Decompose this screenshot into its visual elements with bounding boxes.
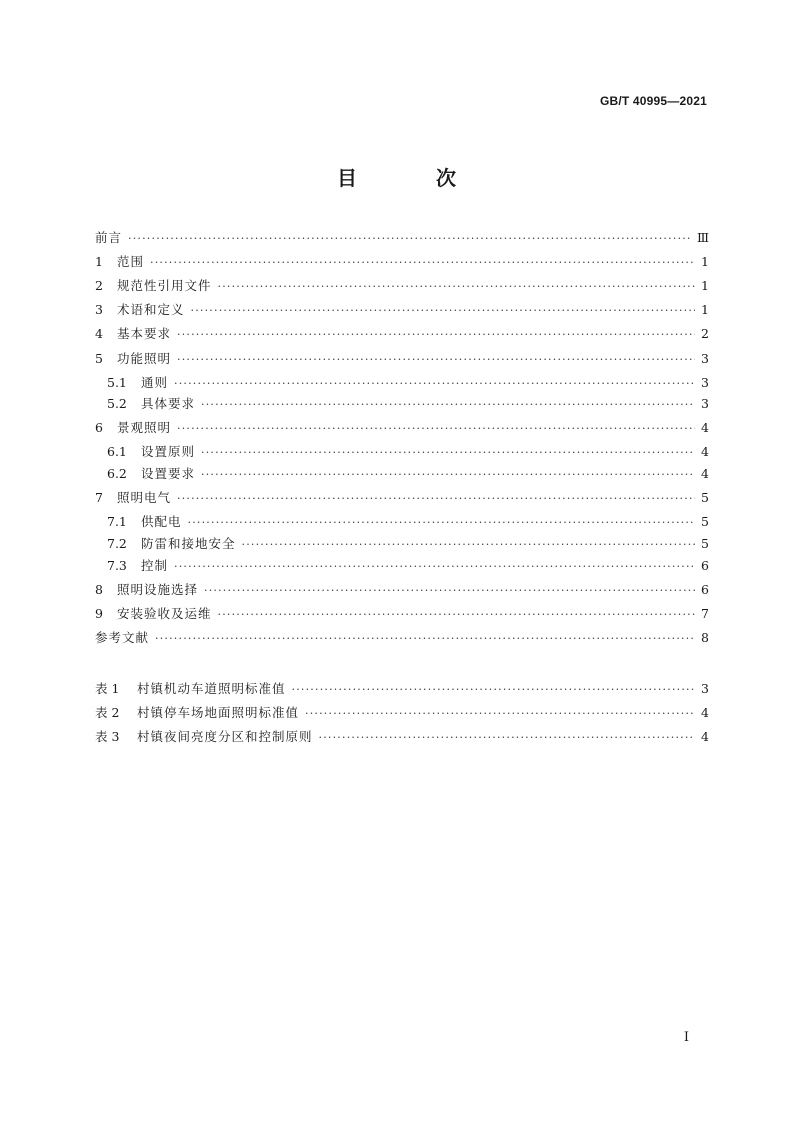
page-number: I [683, 1030, 689, 1045]
table-entry-number: 表 1 [95, 681, 120, 696]
toc-entry-page: 4 [701, 420, 709, 435]
toc-entry[interactable] [95, 300, 709, 320]
leader-dots [305, 704, 695, 724]
toc-entry[interactable] [95, 276, 709, 296]
leader-dots [292, 680, 695, 700]
leader-dots [177, 350, 695, 370]
toc-entry-label: 通则 [141, 375, 169, 390]
leader-dots [188, 513, 695, 533]
page-title: 目 次 [337, 166, 492, 190]
leader-dots [218, 277, 695, 297]
toc-entry[interactable] [107, 534, 709, 554]
toc-entry[interactable] [95, 324, 709, 344]
toc-entry-number: 2 [95, 278, 103, 293]
toc-entry-page: 1 [701, 278, 709, 293]
toc-entry-page: 3 [701, 375, 709, 390]
toc-entry-page: 2 [701, 326, 709, 341]
table-list-entry[interactable] [95, 703, 709, 723]
leader-dots [174, 557, 695, 577]
toc-entry[interactable] [95, 349, 709, 369]
toc-entry[interactable] [95, 580, 709, 600]
toc-entry-page: 3 [701, 351, 709, 366]
toc-entry[interactable] [95, 628, 709, 648]
toc-entry[interactable] [95, 252, 709, 272]
leader-dots [201, 395, 695, 415]
toc-entry[interactable] [107, 373, 709, 393]
leader-dots [204, 581, 695, 601]
toc-entry-page: 7 [701, 606, 709, 621]
toc-entry-number: 5 [95, 351, 103, 366]
toc-entry[interactable] [107, 464, 709, 484]
leader-dots [177, 325, 695, 345]
table-entry-number: 表 2 [95, 705, 120, 720]
table-entry-number: 表 3 [95, 729, 120, 744]
toc-entry-page: 5 [701, 514, 709, 529]
table-entry-page: 4 [701, 729, 709, 744]
toc-entry[interactable] [107, 556, 709, 576]
toc-entry-label: 景观照明 [117, 420, 172, 435]
toc-entry-number: 1 [95, 254, 103, 269]
toc-entry-page: 4 [701, 444, 709, 459]
toc-entry-label: 基本要求 [117, 326, 172, 341]
toc-entry-label: 照明设施选择 [117, 582, 199, 597]
leader-dots [242, 535, 695, 555]
leader-dots [174, 374, 695, 394]
toc-entry-label: 安装验收及运维 [117, 606, 212, 621]
table-list-entry[interactable] [95, 679, 709, 699]
table-entry-page: 3 [701, 681, 709, 696]
toc-entry[interactable] [95, 418, 709, 438]
toc-entry[interactable] [107, 512, 709, 532]
toc-entry-page: 3 [701, 396, 709, 411]
toc-entry-label: 参考文献 [95, 630, 150, 645]
toc-entry-page: 1 [701, 254, 709, 269]
toc-entry-page: 1 [701, 302, 709, 317]
toc-entry[interactable] [107, 442, 709, 462]
toc-entry-label: 控制 [141, 558, 169, 573]
toc-entry-page: 8 [701, 630, 709, 645]
toc-entry-number: 7.3 [107, 558, 127, 573]
toc-entry-number: 9 [95, 606, 103, 621]
table-entry-label: 村镇机动车道照明标准值 [137, 681, 286, 696]
toc-entry-page: 5 [701, 536, 709, 551]
toc-entry[interactable] [107, 394, 709, 414]
toc-entry-page: 6 [701, 558, 709, 573]
toc-entry-label: 前言 [95, 230, 123, 245]
toc-entry-label: 范围 [117, 254, 145, 269]
toc-entry[interactable] [95, 488, 709, 508]
toc-entry-label: 防雷和接地安全 [141, 536, 236, 551]
toc-entry-number: 6 [95, 420, 103, 435]
leader-dots [128, 229, 691, 249]
toc-entry-page: 6 [701, 582, 709, 597]
leader-dots [177, 489, 695, 509]
toc-entry-label: 功能照明 [117, 351, 172, 366]
standard-code: GB/T 40995—2021 [599, 94, 707, 108]
table-list-entry[interactable] [95, 727, 709, 747]
toc-entry-label: 设置原则 [141, 444, 196, 459]
toc-entry-number: 5.2 [107, 396, 127, 411]
toc-entry-page: Ⅲ [696, 230, 709, 245]
toc-entry-number: 6.2 [107, 466, 127, 481]
table-entry-label: 村镇夜间亮度分区和控制原则 [137, 729, 313, 744]
toc-entry-label: 供配电 [141, 514, 182, 529]
leader-dots [150, 253, 695, 273]
leader-dots [155, 629, 695, 649]
leader-dots [218, 605, 695, 625]
toc-entry-label: 照明电气 [117, 490, 172, 505]
toc-entry-page: 5 [701, 490, 709, 505]
toc-entry-number: 8 [95, 582, 103, 597]
toc-entry-label: 术语和定义 [117, 302, 185, 317]
toc-entry[interactable] [95, 604, 709, 624]
toc-entry-number: 7.2 [107, 536, 127, 551]
leader-dots [201, 465, 695, 485]
table-entry-label: 村镇停车场地面照明标准值 [137, 705, 300, 720]
toc-entry-number: 5.1 [107, 375, 127, 390]
toc-entry-number: 7.1 [107, 514, 127, 529]
toc-entry-number: 3 [95, 302, 103, 317]
leader-dots [319, 728, 695, 748]
leader-dots [191, 301, 695, 321]
toc-entry-number: 7 [95, 490, 103, 505]
toc-entry-label: 具体要求 [141, 396, 196, 411]
toc-entry[interactable] [95, 228, 709, 248]
leader-dots [177, 419, 695, 439]
toc-entry-number: 4 [95, 326, 103, 341]
toc-entry-page: 4 [701, 466, 709, 481]
leader-dots [201, 443, 695, 463]
toc-entry-number: 6.1 [107, 444, 127, 459]
toc-entry-label: 规范性引用文件 [117, 278, 212, 293]
table-entry-page: 4 [701, 705, 709, 720]
toc-entry-label: 设置要求 [141, 466, 196, 481]
